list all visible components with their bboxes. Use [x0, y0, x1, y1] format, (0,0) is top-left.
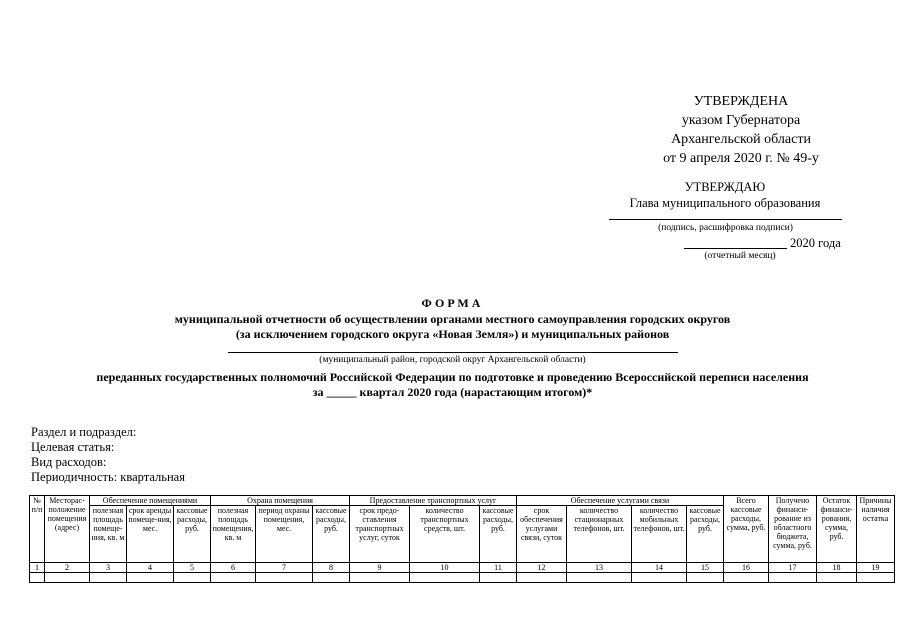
- th-premises-area: полезная площадь помеще-ния, кв. м: [90, 506, 127, 563]
- approved-date: от 9 апреля 2020 г. № 49-у: [663, 151, 819, 166]
- col-number: 15: [687, 563, 724, 573]
- th-premises: Обеспечение помещениями: [90, 496, 211, 506]
- approved-region: Архангельской области: [671, 132, 811, 147]
- form-title: ФОРМА: [421, 296, 484, 310]
- col-number: 5: [174, 563, 211, 573]
- report-table: [29, 495, 895, 583]
- th-premises-term: срок аренды помеще-ния, мес.: [127, 506, 174, 563]
- year-text: 2020 года: [790, 236, 841, 250]
- th-balance: Остаток финанси-рования, сумма, руб.: [817, 496, 857, 563]
- month-caption: (отчетный месяц): [704, 251, 776, 261]
- col-number: 2: [45, 563, 90, 573]
- col-number: 13: [567, 563, 632, 573]
- col-number: 17: [769, 563, 817, 573]
- col-number: 9: [350, 563, 410, 573]
- col-number: 14: [632, 563, 687, 573]
- month-line: [684, 248, 787, 249]
- th-location: Месторас-положение помещения (адрес): [45, 496, 90, 563]
- approve-title: УТВЕРЖДАЮ: [684, 180, 766, 194]
- approve-position: Глава муниципального образования: [629, 196, 821, 210]
- th-guard-cost: кассовые расходы, руб.: [313, 506, 350, 563]
- col-number: 12: [517, 563, 567, 573]
- th-comm-term: срок обеспечения услугами связи, суток: [517, 506, 567, 563]
- th-transport-cost: кассовые расходы, руб.: [480, 506, 517, 563]
- th-guard: Охрана помещения: [211, 496, 350, 506]
- col-number: 1: [30, 563, 45, 573]
- th-comm: Обеспечение услугами связи: [517, 496, 724, 506]
- column-numbers-row: [30, 563, 895, 573]
- meta-block: [31, 425, 185, 485]
- col-number: 3: [90, 563, 127, 573]
- approved-title: УТВЕРЖДЕНА: [693, 94, 789, 109]
- th-premises-cost: кассовые расходы, руб.: [174, 506, 211, 563]
- col-number: 7: [256, 563, 313, 573]
- form-subtitle-2: (за исключением городского округа «Новая Земля») и муниципальных районов: [235, 327, 670, 341]
- col-number: 11: [480, 563, 517, 573]
- th-comm-mobile: количество мобильных телефонов, шт.: [632, 506, 687, 563]
- th-transport-term: срок предо-ставления транспортных услуг, суток: [350, 506, 410, 563]
- approved-by: указом Губернатора: [681, 113, 801, 128]
- col-number: 10: [410, 563, 480, 573]
- th-total: Всего кассовые расходы, сумма, руб.: [724, 496, 769, 563]
- approval-stamp: [596, 92, 886, 168]
- col-number: 19: [857, 563, 895, 573]
- th-guard-term: период охраны помещения, мес.: [256, 506, 313, 563]
- th-num: № п/п: [30, 496, 45, 563]
- th-reasons: Причины наличия остатка: [857, 496, 895, 563]
- municipality-caption: (муниципальный район, городской округ Архангельской области): [319, 355, 586, 365]
- signature-caption: (подпись, расшифровка подписи): [658, 223, 793, 233]
- col-number: 18: [817, 563, 857, 573]
- th-received: Получено финанси-рование из областного бюджета, сумма, руб.: [769, 496, 817, 563]
- th-comm-cost: кассовые расходы, руб.: [687, 506, 724, 563]
- municipality-line: [228, 352, 678, 353]
- approve-block: [596, 179, 854, 211]
- col-number: 16: [724, 563, 769, 573]
- meta-target: Целевая статья:: [31, 440, 115, 454]
- table-row: [30, 573, 895, 583]
- th-transport: Предоставление транспортных услуг: [350, 496, 517, 506]
- col-number: 6: [211, 563, 256, 573]
- form-period: за _____ квартал 2020 года (нарастающим итогом)*: [312, 385, 593, 399]
- meta-section: Раздел и подраздел:: [31, 425, 137, 439]
- col-number: 8: [313, 563, 350, 573]
- meta-period: Периодичность: квартальная: [31, 470, 185, 484]
- meta-expense: Вид расходов:: [31, 455, 107, 469]
- th-guard-area: полезная площадь помещения, кв. м: [211, 506, 256, 563]
- col-number: 4: [127, 563, 174, 573]
- th-transport-count: количество транспортных средств, шт.: [410, 506, 480, 563]
- signature-line: [609, 219, 842, 220]
- th-comm-fixed: количество стационарных телефонов, шт.: [567, 506, 632, 563]
- form-subtitle-1: муниципальной отчетности об осуществлении органами местного самоуправления городских округов: [174, 312, 731, 326]
- form-subtitle-3: переданных государственных полномочий Российской Федерации по подготовке и проведению Всероссийской переписи населения: [96, 370, 809, 384]
